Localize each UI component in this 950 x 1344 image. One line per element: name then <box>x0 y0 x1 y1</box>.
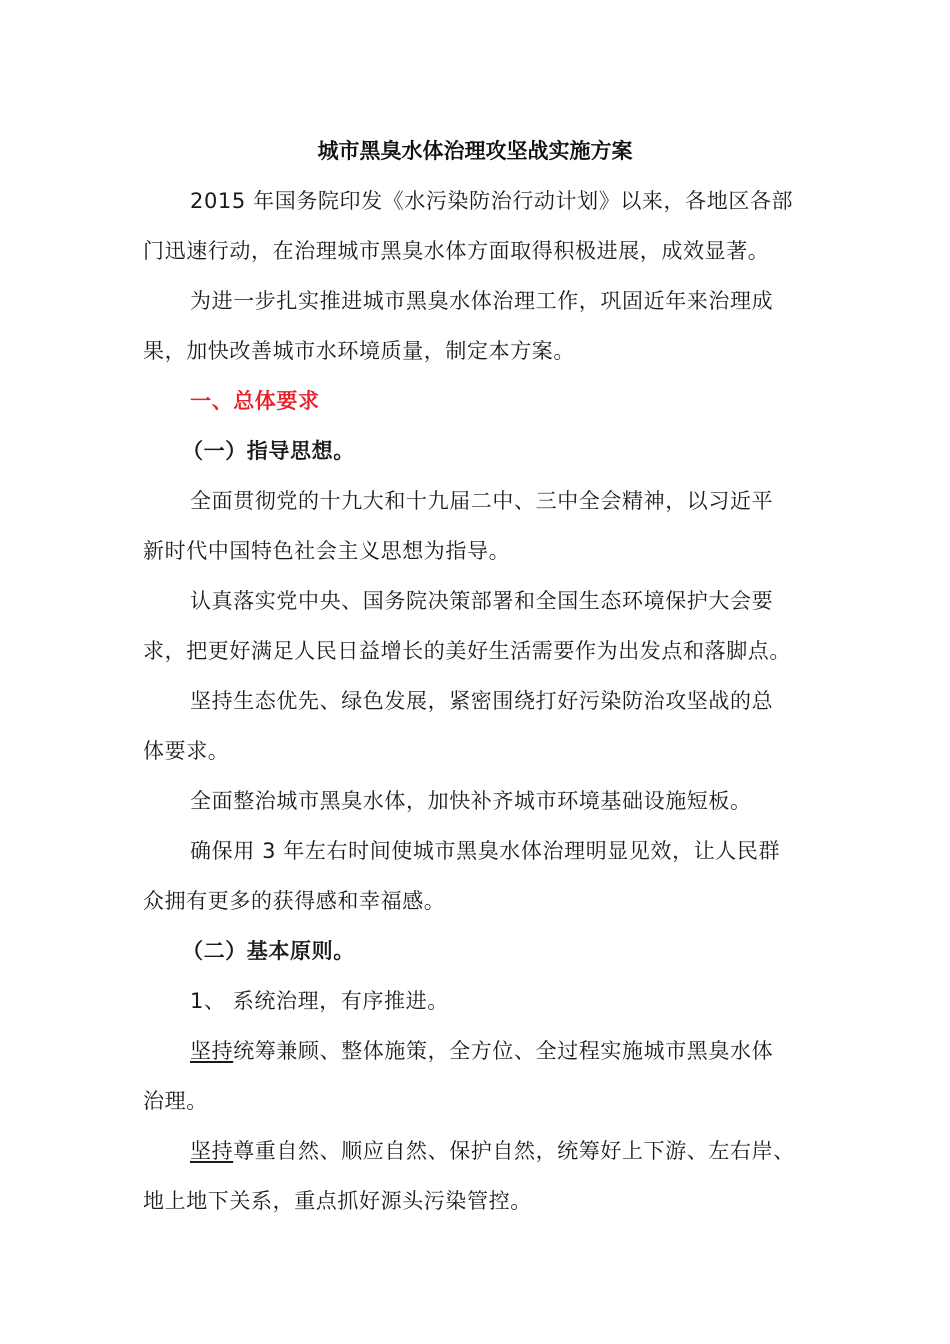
paragraph-4-line-1: 认真落实党中央、国务院决策部署和全国生态环境保护大会要 <box>190 589 774 613</box>
paragraph-1-line-2: 门迅速行动，在治理城市黑臭水体方面取得积极进展，成效显著。 <box>143 239 770 263</box>
underlined-term: 坚持 <box>190 1139 234 1163</box>
paragraph-8-line-1-text: 统筹兼顾、整体施策，全方位、全过程实施城市黑臭水体 <box>233 1039 774 1063</box>
paragraph-7-line-2: 众拥有更多的获得感和幸福感。 <box>143 889 446 913</box>
paragraph-8-line-2: 治理。 <box>143 1089 208 1113</box>
item-1-heading: 1、 系统治理，有序推进。 <box>190 989 449 1013</box>
paragraph-4-line-2: 求，把更好满足人民日益增长的美好生活需要作为出发点和落脚点。 <box>143 639 791 663</box>
subsection-2-heading: （二）基本原则。 <box>182 939 355 963</box>
subsection-1-heading: （一）指导思想。 <box>182 439 355 463</box>
paragraph-9-line-1-text: 尊重自然、顺应自然、保护自然，统筹好上下游、左右岸、 <box>233 1139 795 1163</box>
underlined-term: 坚持 <box>190 1039 234 1063</box>
paragraph-5-line-2: 体要求。 <box>143 739 230 763</box>
section-1-heading: 一、总体要求 <box>190 389 320 413</box>
paragraph-7-line-1: 确保用 3 年左右时间使城市黑臭水体治理明显见效，让人民群 <box>190 839 781 863</box>
paragraph-2-line-2: 果，加快改善城市水环境质量，制定本方案。 <box>143 339 575 363</box>
paragraph-3-line-1: 全面贯彻党的十九大和十九届二中、三中全会精神，以习近平 <box>190 489 774 513</box>
paragraph-9-line-1 <box>190 1136 795 1166</box>
paragraph-1-line-1: 2015 年国务院印发《水污染防治行动计划》以来，各地区各部 <box>190 189 794 213</box>
paragraph-9-line-2: 地上地下关系，重点抓好源头污染管控。 <box>143 1189 532 1213</box>
paragraph-3-line-2: 新时代中国特色社会主义思想为指导。 <box>143 539 511 563</box>
paragraph-8-line-1 <box>190 1036 773 1066</box>
paragraph-6-line-1: 全面整治城市黑臭水体，加快补齐城市环境基础设施短板。 <box>190 789 752 813</box>
paragraph-5-line-1: 坚持生态优先、绿色发展，紧密围绕打好污染防治攻坚战的总 <box>190 689 774 713</box>
document-title: 城市黑臭水体治理攻坚战实施方案 <box>317 139 633 163</box>
paragraph-2-line-1: 为进一步扎实推进城市黑臭水体治理工作，巩固近年来治理成 <box>190 289 774 313</box>
